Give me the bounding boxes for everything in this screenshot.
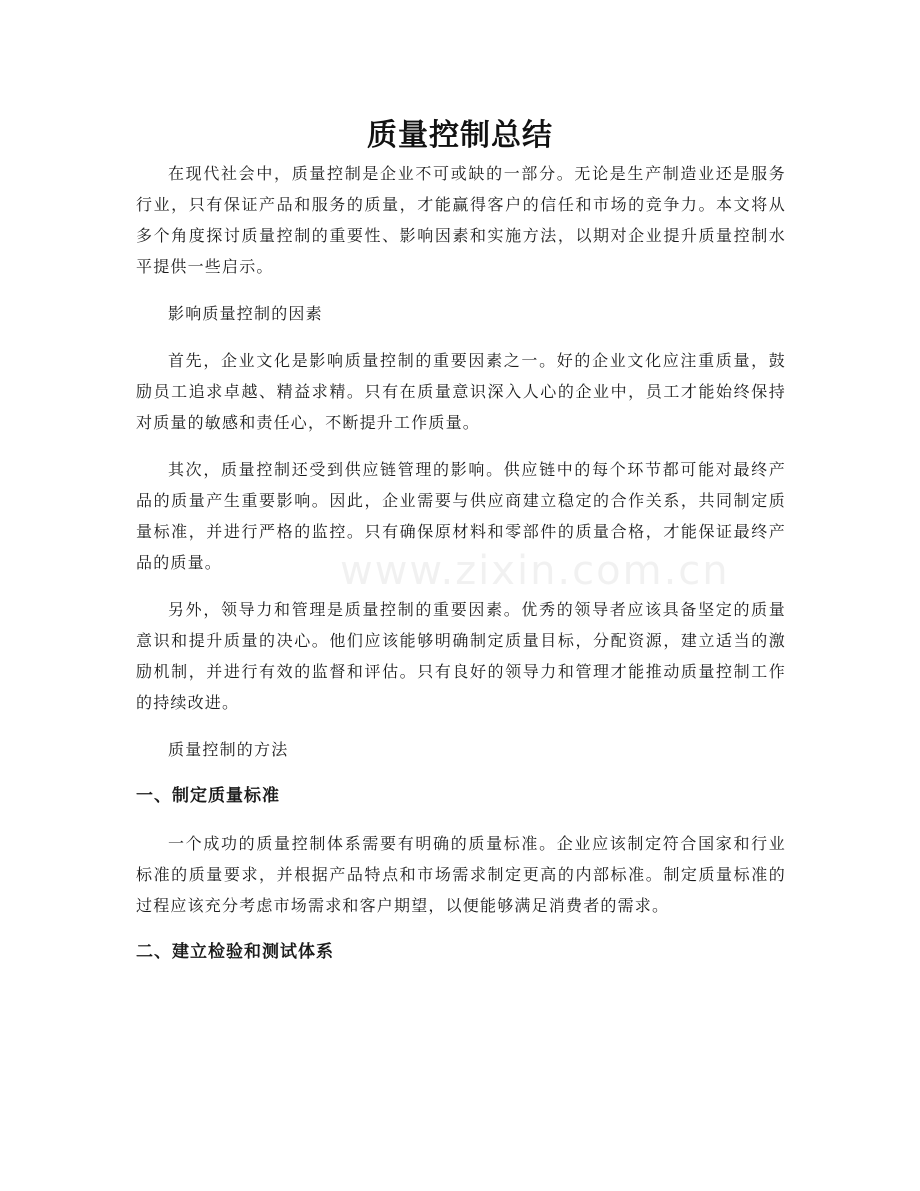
paragraph-culture: 首先，企业文化是影响质量控制的重要因素之一。好的企业文化应注重质量，鼓励员工追求卓越、精益求精。只有在质量意识深入人心的企业中，员工才能始终保持对质量的敏感和责任心，不断提升工作质量。	[136, 351, 786, 432]
paragraph-supply-chain: 其次，质量控制还受到供应链管理的影响。供应链中的每个环节都可能对最终产品的质量产生重要影响。因此，企业需要与供应商建立稳定的合作关系，共同制定质量标准，并进行严格的监控。只有确保原材料和零部件的质量合格，才能保证最终产品的质量。	[136, 460, 786, 572]
paragraph-quality-standards: 一个成功的质量控制体系需要有明确的质量标准。企业应该制定符合国家和行业标准的质量要求，并根据产品特点和市场需求制定更高的内部标准。制定质量标准的过程应该充分考虑市场需求和客户期望，以便能够满足消费者的需求。	[136, 834, 786, 915]
document-body	[136, 158, 786, 984]
intro-paragraph: 在现代社会中，质量控制是企业不可或缺的一部分。无论是生产制造业还是服务行业，只有保证产品和服务的质量，才能赢得客户的信任和市场的竞争力。本文将从多个角度探讨质量控制的重要性、影响因素和实施方法，以期对企业提升质量控制水平提供一些启示。	[136, 164, 786, 276]
heading-inspection-system: 二、建立检验和测试体系	[136, 942, 334, 962]
section-label-factors: 影响质量控制的因素	[168, 304, 323, 323]
watermark: www.zixin.com.cn	[340, 548, 730, 594]
document-title: 质量控制总结	[367, 118, 553, 153]
heading-quality-standards: 一、制定质量标准	[136, 786, 280, 806]
section-label-methods: 质量控制的方法	[168, 740, 289, 759]
paragraph-leadership: 另外，领导力和管理是质量控制的重要因素。优秀的领导者应该具备坚定的质量意识和提升质量的决心。他们应该能够明确制定质量目标，分配资源，建立适当的激励机制，并进行有效的监督和评估。只有良好的领导力和管理才能推动质量控制工作的持续改进。	[136, 600, 786, 712]
